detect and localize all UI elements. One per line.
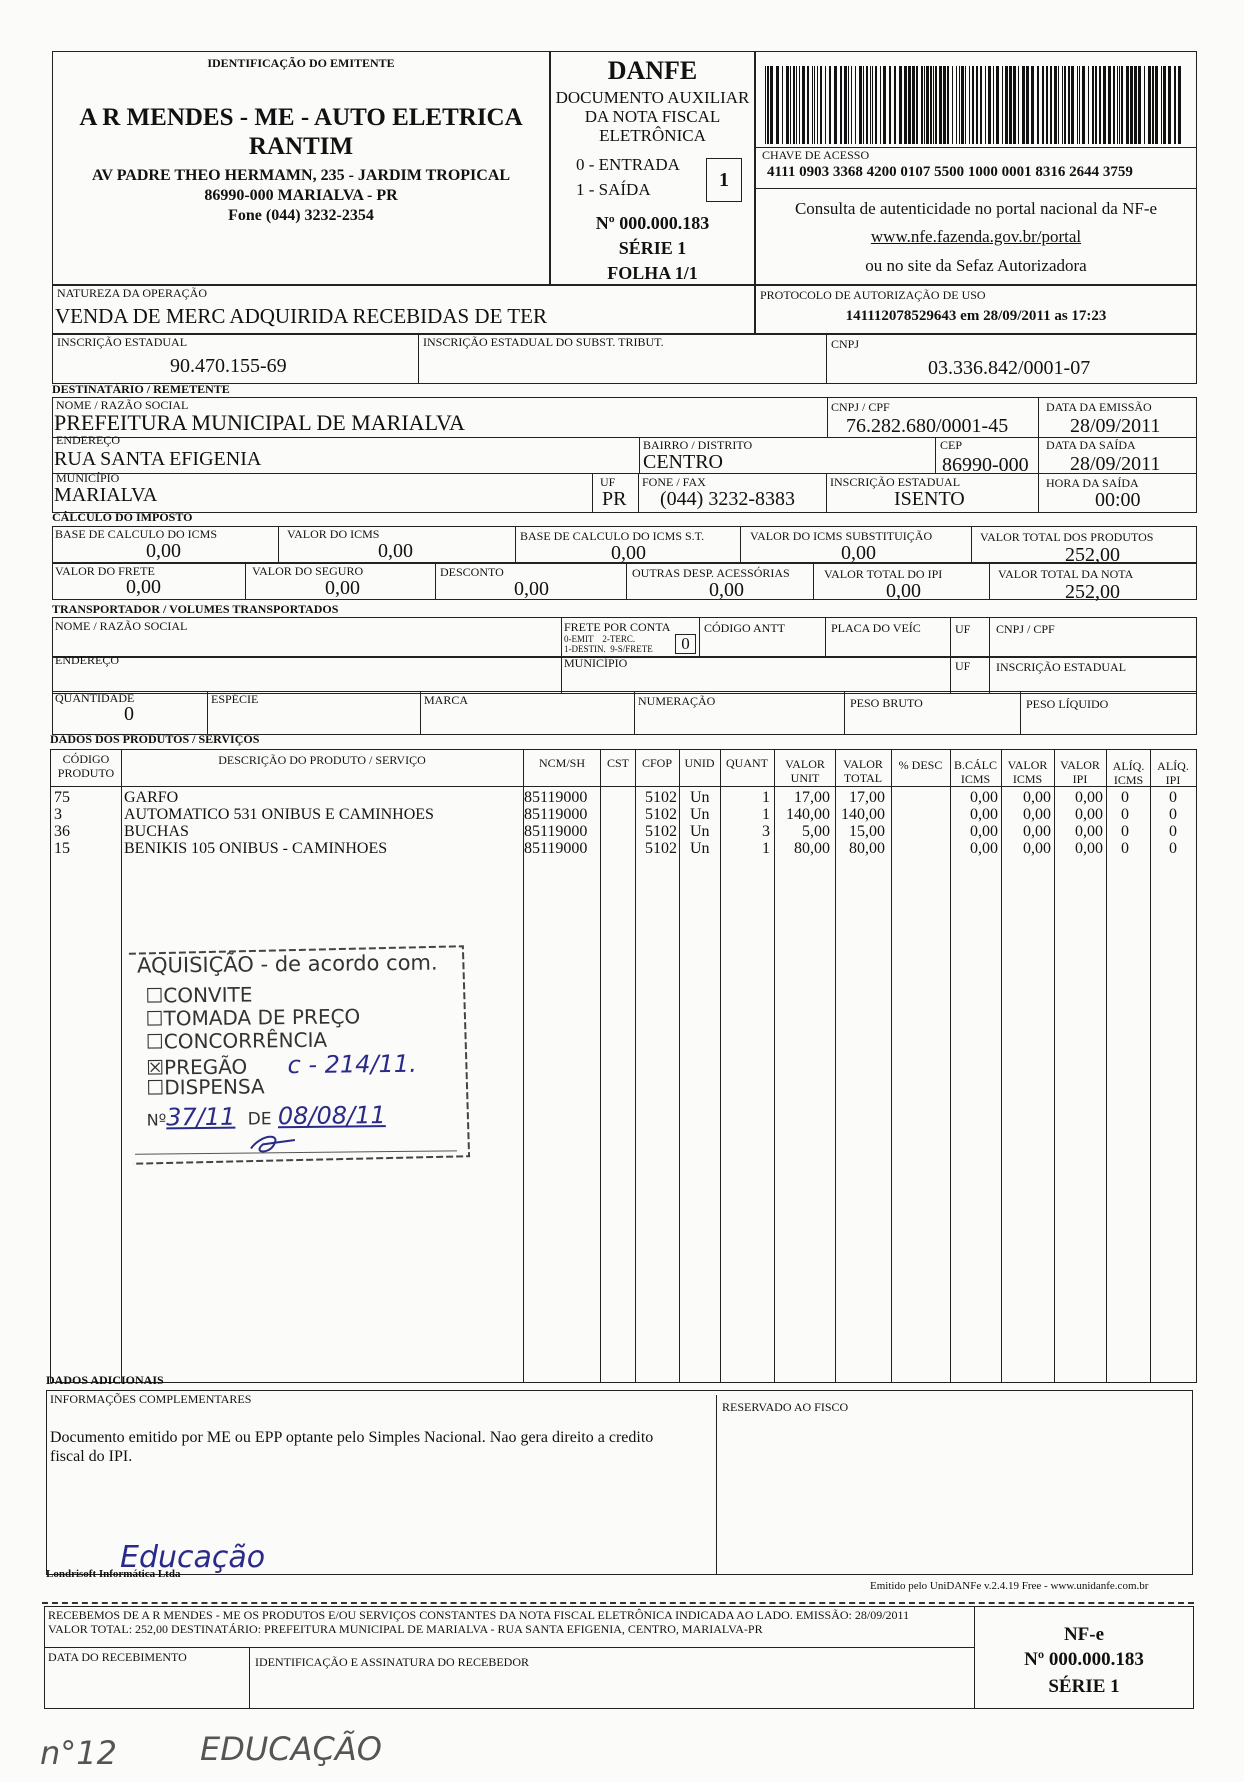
destinatario-section: DESTINATÁRIO / REMETENTE <box>52 382 230 396</box>
desconto: 0,00 <box>514 578 549 600</box>
checkbox-empty-icon: ☐ <box>145 1006 164 1031</box>
ie-value: 90.470.155-69 <box>170 355 287 377</box>
cell-quant: 1 <box>762 806 770 823</box>
bc-icms: 0,00 <box>146 540 181 562</box>
dest-uf-label: UF <box>600 475 616 489</box>
stamp-title: AQUISIÇÃO - de acordo com. <box>136 950 438 978</box>
cell-bcicms: 0,00 <box>970 789 998 806</box>
emitente-name-2: RANTIM <box>248 133 354 160</box>
v-prod: 252,00 <box>1065 544 1120 566</box>
cell-vicms: 0,00 <box>1023 840 1051 857</box>
placa-label: PLACA DO VEÍC <box>831 621 921 635</box>
dest-hora: 00:00 <box>1095 489 1141 511</box>
adicionais-section: DADOS ADICIONAIS <box>46 1373 164 1387</box>
frete-conta-value: 0 <box>675 634 696 654</box>
dest-cnpj: 76.282.680/0001-45 <box>846 415 1009 437</box>
assinatura-label: IDENTIFICAÇÃO E ASSINATURA DO RECEBEDOR <box>255 1655 530 1669</box>
qtd-label: QUANTIDADE <box>55 691 135 705</box>
cell-descricao: GARFO <box>124 789 179 806</box>
th-desc: % DESC <box>898 758 943 772</box>
numeracao-label: NUMERAÇÃO <box>638 694 716 708</box>
ipi-label: VALOR TOTAL DO IPI <box>824 567 943 581</box>
danfe-entrada: 0 - ENTRADA <box>576 155 680 174</box>
dest-nome-label: NOME / RAZÃO SOCIAL <box>56 398 189 412</box>
transp-uf-label: UF <box>955 622 971 636</box>
cell-vipi: 0,00 <box>1075 789 1103 806</box>
consulta-line-1: Consulta de autenticidade no portal nacional da NF-e <box>794 199 1158 218</box>
cell-aicms: 0 <box>1121 823 1129 840</box>
v-st-label: VALOR DO ICMS SUBSTITUIÇÃO <box>750 529 933 543</box>
frete-conta-opt-1: 0-EMIT 2-TERC. <box>564 634 636 644</box>
cell-unid: Un <box>690 823 710 840</box>
cell-aicms: 0 <box>1121 806 1129 823</box>
outras: 0,00 <box>709 579 744 601</box>
stamp-opt-dispensa: ☐DISPENSA <box>146 1074 265 1100</box>
cell-vunit: 5,00 <box>802 823 830 840</box>
cell-aipi: 0 <box>1169 823 1177 840</box>
qtd: 0 <box>124 703 134 725</box>
canhoto-text-2: VALOR TOTAL: 252,00 DESTINATÁRIO: PREFEITURA MUNICIPAL DE MARIALVA - RUA SANTA EFIGENIA, CENTRO, MARIALVA-PR <box>48 1622 763 1636</box>
cell-vipi: 0,00 <box>1075 840 1103 857</box>
danfe-numero: Nº 000.000.183 <box>595 213 710 233</box>
danfe-subtitle-1: DOCUMENTO AUXILIAR <box>555 88 750 107</box>
dest-bairro-label: BAIRRO / DISTRITO <box>643 438 753 452</box>
ie-label: INSCRIÇÃO ESTADUAL <box>57 335 188 349</box>
cell-ncm: 85119000 <box>524 789 588 806</box>
aquisicao-stamp <box>123 942 473 1168</box>
th-vtotal: VALOR TOTAL <box>843 757 883 785</box>
th-cfop: CFOP <box>641 756 673 770</box>
natureza-value: VENDA DE MERC ADQUIRIDA RECEBIDAS DE TER <box>55 304 547 328</box>
stamp-date-hand: 08/08/11 <box>277 1101 386 1131</box>
cell-vicms: 0,00 <box>1023 823 1051 840</box>
cell-codigo: 15 <box>54 840 70 857</box>
frete-conta-opt-2: 1-DESTIN. 9-S/FRETE <box>564 644 653 654</box>
dest-cep-label: CEP <box>940 438 963 452</box>
th-quant: QUANT <box>726 756 768 770</box>
th-aicms: ALÍQ. ICMS <box>1112 759 1145 787</box>
danfe-title: DANFE <box>607 56 698 85</box>
consulta-line-3: ou no site da Sefaz Autorizadora <box>865 256 1087 275</box>
checkbox-empty-icon: ☐ <box>145 1029 164 1054</box>
outras-label: OUTRAS DESP. ACESSÓRIAS <box>632 566 790 580</box>
especie-label: ESPÉCIE <box>211 692 259 706</box>
barcode <box>765 66 1185 144</box>
cell-quant: 1 <box>762 840 770 857</box>
stamp-numero-line: Nº37/11 DE 08/08/11 <box>146 1101 386 1132</box>
cell-cfop: 5102 <box>645 840 677 857</box>
cell-unid: Un <box>690 840 710 857</box>
transp-municipio-label: MUNICÍPIO <box>564 656 628 670</box>
cell-ncm: 85119000 <box>524 823 588 840</box>
dest-uf: PR <box>602 488 627 510</box>
transp-ie-label: INSCRIÇÃO ESTADUAL <box>996 660 1127 674</box>
danfe-subtitle-2: DA NOTA FISCAL <box>584 107 721 126</box>
peso-liquido-label: PESO LÍQUIDO <box>1026 697 1109 711</box>
ipi: 0,00 <box>886 580 921 602</box>
seguro: 0,00 <box>325 577 360 599</box>
dest-fone: (044) 3232-8383 <box>660 488 795 510</box>
iest-label: INSCRIÇÃO ESTADUAL DO SUBST. TRIBUT. <box>423 335 664 349</box>
cell-vtotal: 17,00 <box>849 789 885 806</box>
th-ncm: NCM/SH <box>538 756 585 770</box>
stamp-opt-pregao: ☒PREGÃO c - 214/11. <box>145 1049 417 1080</box>
checkbox-empty-icon: ☐ <box>146 1075 165 1100</box>
danfe-serie: SÉRIE 1 <box>618 238 687 258</box>
transp-nome-label: NOME / RAZÃO SOCIAL <box>55 619 188 633</box>
checkbox-empty-icon: ☐ <box>145 983 164 1008</box>
cell-bcicms: 0,00 <box>970 840 998 857</box>
dest-municipio: MARIALVA <box>54 484 158 506</box>
marca-label: MARCA <box>424 693 469 707</box>
cnpj-emit-value: 03.336.842/0001-07 <box>928 357 1091 379</box>
produtos-section: DADOS DOS PRODUTOS / SERVIÇOS <box>50 732 260 746</box>
chave-value: 4111 0903 3368 4200 0107 5500 1000 0001 8316 2644 3759 <box>767 164 1133 180</box>
cell-descricao: BENIKIS 105 ONIBUS - CAMINHOES <box>124 840 388 857</box>
protocolo-label: PROTOCOLO DE AUTORIZAÇÃO DE USO <box>760 288 986 302</box>
cell-aipi: 0 <box>1169 789 1177 806</box>
dest-saida: 28/09/2011 <box>1070 453 1161 475</box>
cell-aipi: 0 <box>1169 840 1177 857</box>
nota: 252,00 <box>1065 581 1120 603</box>
canhoto-serie: SÉRIE 1 <box>1048 1676 1120 1697</box>
cell-vunit: 17,00 <box>794 789 830 806</box>
v-st: 0,00 <box>841 542 876 564</box>
transportador-section: TRANSPORTADOR / VOLUMES TRANSPORTADOS <box>52 602 339 616</box>
cell-bcicms: 0,00 <box>970 806 998 823</box>
emitido-credit: Emitido pelo UniDANFe v.2.4.19 Free - www.unidanfe.com.br <box>870 1580 1149 1592</box>
consulta-url[interactable]: www.nfe.fazenda.gov.br/portal <box>870 227 1082 246</box>
th-aipi: ALÍQ. IPI <box>1157 759 1189 787</box>
v-icms: 0,00 <box>378 540 413 562</box>
emitente-name-1: A R MENDES - ME - AUTO ELETRICA <box>79 104 523 131</box>
chave-label: CHAVE DE ACESSO <box>762 148 870 162</box>
info-label: INFORMAÇÕES COMPLEMENTARES <box>50 1392 252 1406</box>
dest-endereco-label: ENDEREÇO <box>56 433 120 447</box>
v-prod-label: VALOR TOTAL DOS PRODUTOS <box>980 530 1154 544</box>
natureza-label: NATUREZA DA OPERAÇÃO <box>57 286 208 300</box>
th-codigo: CÓDIGO PRODUTO <box>57 752 115 780</box>
bc-st-label: BASE DE CALCULO DO ICMS S.T. <box>520 529 705 543</box>
cell-cfop: 5102 <box>645 789 677 806</box>
dest-fone-label: FONE / FAX <box>642 475 706 489</box>
cell-vunit: 140,00 <box>786 806 830 823</box>
stamp-opt-tomada: ☐TOMADA DE PREÇO <box>145 1004 361 1031</box>
footer-hand-left: n°12 <box>40 1734 117 1772</box>
footer-hand-right: EDUCAÇÃO <box>200 1730 382 1768</box>
cell-cfop: 5102 <box>645 806 677 823</box>
cell-vtotal: 80,00 <box>849 840 885 857</box>
desconto-label: DESCONTO <box>440 565 504 579</box>
cell-descricao: BUCHAS <box>124 823 189 840</box>
th-vicms: VALOR ICMS <box>1007 758 1048 786</box>
dest-cnpj-label: CNPJ / CPF <box>831 400 890 414</box>
stamp-opt-convite: ☐CONVITE <box>145 982 253 1008</box>
cell-vipi: 0,00 <box>1075 823 1103 840</box>
cell-codigo: 3 <box>54 806 62 823</box>
software-credit: Londrisoft Informática Ltda <box>46 1568 181 1580</box>
transp-cnpj-label: CNPJ / CPF <box>996 622 1055 636</box>
cell-vtotal: 140,00 <box>841 806 885 823</box>
dest-bairro: CENTRO <box>643 451 723 473</box>
recebimento-label: DATA DO RECEBIMENTO <box>48 1650 187 1664</box>
th-vunit: VALOR UNIT <box>785 757 825 785</box>
emitente-phone: Fone (044) 3232-2354 <box>228 207 374 224</box>
danfe-folha: FOLHA 1/1 <box>607 263 698 283</box>
canhoto-numero: Nº 000.000.183 <box>1024 1649 1144 1670</box>
dest-ie: ISENTO <box>894 488 965 510</box>
dest-municipio-label: MUNICÍPIO <box>56 471 120 485</box>
cell-aicms: 0 <box>1121 789 1129 806</box>
emitente-header: IDENTIFICAÇÃO DO EMITENTE <box>207 56 395 70</box>
th-unid: UNID <box>684 756 715 770</box>
nota-label: VALOR TOTAL DA NOTA <box>998 567 1134 581</box>
protocolo-value: 141112078529643 em 28/09/2011 as 17:23 <box>845 308 1107 324</box>
imposto-section: CÁLCULO DO IMPOSTO <box>52 510 193 524</box>
cell-codigo: 36 <box>54 823 70 840</box>
dest-emissao-label: DATA DA EMISSÃO <box>1046 400 1152 414</box>
danfe-subtitle-3: ELETRÔNICA <box>599 126 706 145</box>
cell-ncm: 85119000 <box>524 840 588 857</box>
antt-label: CÓDIGO ANTT <box>704 621 785 635</box>
educacao-handwritten: Educação <box>120 1540 266 1575</box>
dest-nome: PREFEITURA MUNICIPAL DE MARIALVA <box>54 410 465 435</box>
canhoto-text-1: RECEBEMOS DE A R MENDES - ME OS PRODUTOS E/OU SERVIÇOS CONSTANTES DA NOTA FISCAL ELETRÔNICA INDICADA AO LADO. EMISSÃO: 28/09/2011 <box>48 1608 910 1622</box>
seguro-label: VALOR DO SEGURO <box>252 564 364 578</box>
cell-bcicms: 0,00 <box>970 823 998 840</box>
dest-hora-label: HORA DA SAÍDA <box>1046 476 1139 490</box>
danfe-saida: 1 - SAÍDA <box>576 180 651 199</box>
th-descricao: DESCRIÇÃO DO PRODUTO / SERVIÇO <box>218 753 426 767</box>
frete-conta-label: FRETE POR CONTA <box>564 620 671 634</box>
cell-codigo: 75 <box>54 789 70 806</box>
stamp-num-hand: 37/11 <box>166 1102 236 1132</box>
th-cst: CST <box>606 756 629 770</box>
dest-cep: 86990-000 <box>942 454 1029 476</box>
dest-saida-label: DATA DA SAÍDA <box>1046 438 1136 452</box>
checkbox-checked-icon: ☒ <box>145 1055 165 1080</box>
stamp-opt-concorrencia: ☐CONCORRÊNCIA <box>145 1027 328 1054</box>
cell-quant: 1 <box>762 789 770 806</box>
fisco-label: RESERVADO AO FISCO <box>722 1400 849 1414</box>
cell-ncm: 85119000 <box>524 806 588 823</box>
info-text: Documento emitido por ME ou EPP optante pelo Simples Nacional. Nao gera direito a credito fiscal do IPI. <box>50 1429 654 1465</box>
cell-unid: Un <box>690 789 710 806</box>
v-icms-label: VALOR DO ICMS <box>287 527 380 541</box>
cell-vicms: 0,00 <box>1023 806 1051 823</box>
dest-emissao: 28/09/2011 <box>1070 415 1161 437</box>
cell-vipi: 0,00 <box>1075 806 1103 823</box>
bc-st: 0,00 <box>611 542 646 564</box>
stamp-pregao-hand: c - 214/11. <box>287 1049 417 1080</box>
signature-mark <box>243 1130 303 1161</box>
cell-vicms: 0,00 <box>1023 789 1051 806</box>
cell-aicms: 0 <box>1121 840 1129 857</box>
danfe-tipo-box: 1 <box>706 158 742 202</box>
transp-endereco-label: ENDEREÇO <box>55 653 119 667</box>
cell-aipi: 0 <box>1169 806 1177 823</box>
dest-endereco: RUA SANTA EFIGENIA <box>54 448 262 470</box>
frete: 0,00 <box>126 576 161 598</box>
cell-vunit: 80,00 <box>794 840 830 857</box>
frete-label: VALOR DO FRETE <box>55 564 155 578</box>
cell-cfop: 5102 <box>645 823 677 840</box>
th-vipi: VALOR IPI <box>1060 758 1100 786</box>
dest-ie-label: INSCRIÇÃO ESTADUAL <box>830 475 961 489</box>
cell-vtotal: 15,00 <box>849 823 885 840</box>
emitente-address: AV PADRE THEO HERMAMN, 235 - JARDIM TROPICAL <box>91 167 511 184</box>
emitente-cep-city: 86990-000 MARIALVA - PR <box>204 187 398 204</box>
cell-descricao: AUTOMATICO 531 ONIBUS E CAMINHOES <box>124 806 434 823</box>
cell-quant: 3 <box>762 823 770 840</box>
th-bcicms: B.CÁLC ICMS <box>953 758 997 786</box>
peso-bruto-label: PESO BRUTO <box>850 696 923 710</box>
canhoto-nfe: NF-e <box>1063 1624 1105 1645</box>
cell-unid: Un <box>690 806 710 823</box>
transp-uf2-label: UF <box>955 659 971 673</box>
cnpj-emit-label: CNPJ <box>831 337 860 351</box>
bc-icms-label: BASE DE CALCULO DO ICMS <box>55 527 218 541</box>
